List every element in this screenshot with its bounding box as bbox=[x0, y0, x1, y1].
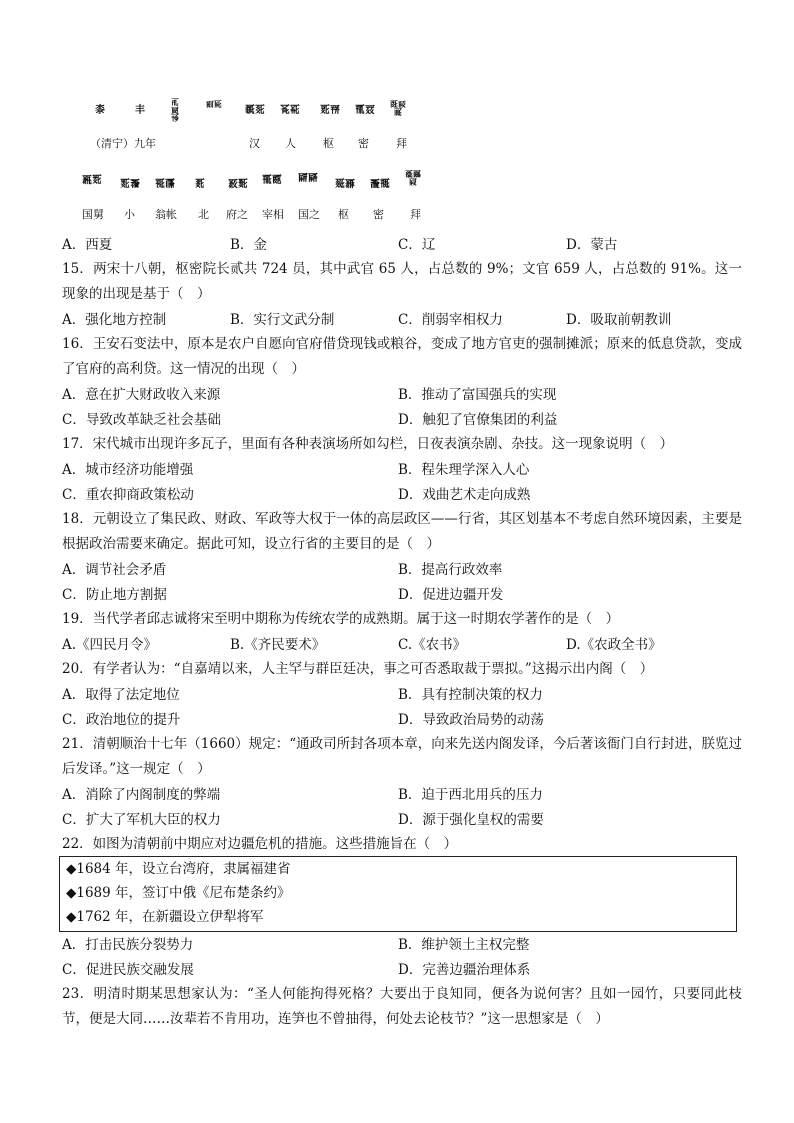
option-d: D．触犯了官僚集团的利益 bbox=[398, 412, 558, 428]
option-b: B．维护领土主权完整 bbox=[398, 937, 530, 953]
translation-text: （清宁）九年 bbox=[90, 137, 156, 150]
translation-text: 宰相 bbox=[262, 208, 284, 221]
translation-text: 枢 bbox=[338, 208, 349, 221]
option-b: B．具有控制决策的权力 bbox=[398, 687, 543, 703]
option-a: A．打击民族分裂势力 bbox=[62, 937, 194, 953]
measure-item: ◆1762 年，在新疆设立伊犁将军 bbox=[66, 909, 264, 925]
option-c: C.《农书》 bbox=[398, 637, 467, 653]
inscription-glyph: 桼 bbox=[95, 105, 105, 116]
translation-text: 人 bbox=[285, 137, 296, 150]
inscription-glyph: 𗀝𗀞 bbox=[335, 179, 355, 190]
inscription-glyph: 𗀋𗀌 bbox=[355, 105, 375, 116]
option-b: B．程朱理学深入人心 bbox=[398, 462, 530, 478]
option-b: B．实行文武分制 bbox=[230, 312, 335, 328]
translation-text: 枢 bbox=[323, 137, 334, 150]
translation-text: 国之 bbox=[298, 208, 320, 221]
inscription-glyph: 𗀗𗀘 bbox=[228, 179, 248, 190]
translation-text: 国舅 bbox=[82, 208, 104, 221]
option-c: C．扩大了军机大臣的权力 bbox=[62, 812, 221, 828]
option-a: A．意在扩大财政收入来源 bbox=[62, 387, 221, 403]
option-d: D．完善边疆治理体系 bbox=[398, 962, 531, 978]
measure-item: ◆1684 年，设立台湾府，隶属福建省 bbox=[66, 861, 291, 877]
question-19: 19．当代学者邱志诚将宋至明中期称为传统农学的成熟期。属于这一时期农学著作的是（ ） bbox=[62, 611, 620, 627]
question-15: 15．两宋十八朝，枢密院长贰共 724 员，其中武官 65 人，占总数的 9%；文官 659 人，占总数的 91%。这一现象的出现是基于（ ） bbox=[62, 261, 742, 302]
option-c: C．政治地位的提升 bbox=[62, 712, 181, 728]
option-c: C．导致改革缺乏社会基础 bbox=[62, 412, 221, 428]
inscription-glyph: 𗀔𗀕 bbox=[155, 179, 175, 190]
question-22: 22．如图为清朝前中期应对边疆危机的措施。这些措施旨在（ ） bbox=[62, 836, 458, 852]
option-c: C．防止地方割据 bbox=[62, 587, 167, 603]
question-17: 17．宋代城市出现许多瓦子，里面有各种表演场所如勾栏，日夜表演杂剧、杂技。这一现象说明（ ） bbox=[62, 436, 674, 452]
inscription-glyph: 𗀍𗀎𗀏 bbox=[390, 99, 406, 117]
inscription-glyph: 𗀖 bbox=[195, 179, 205, 190]
option-d: D．戏曲艺术走向成熟 bbox=[398, 487, 531, 503]
inscription-glyph: 𗀒𗀓 bbox=[120, 179, 140, 190]
translation-text: 小 bbox=[124, 208, 135, 221]
question-16: 16．王安石变法中，原本是农户自愿向官府借贷现钱或粮谷，变成了地方官吏的强制摊派；原来的低息贷款，变成了官府的高利贷。这一情况的出现（ ） bbox=[62, 336, 742, 377]
inscription-glyph: 丰 bbox=[135, 105, 145, 116]
inscription-glyph: 𗀅𗀆 bbox=[245, 105, 265, 116]
option-d: D.《农政全书》 bbox=[566, 637, 662, 653]
translation-text: 北 bbox=[198, 208, 209, 221]
option-b: B．推动了富国强兵的实现 bbox=[398, 387, 557, 403]
option-b: B.《齐民要术》 bbox=[230, 637, 326, 653]
question-20: 20．有学者认为：“自嘉靖以来，人主罕与群臣廷决，事之可否悉取裁于票拟。”这揭示出内阁（ ） bbox=[62, 661, 654, 677]
inscription-glyph: 𗀟𗀠 bbox=[370, 179, 390, 190]
option-d: D．促进边疆开发 bbox=[398, 587, 504, 603]
option-c: C．辽 bbox=[398, 237, 436, 253]
inscription-glyph: 𗀡𗀢𗀣 bbox=[405, 169, 421, 187]
option-a: A．强化地方控制 bbox=[62, 312, 167, 328]
option-c: C．促进民族交融发展 bbox=[62, 962, 194, 978]
option-a: A.《四民月令》 bbox=[62, 637, 158, 653]
translation-text: 汉 bbox=[249, 137, 260, 150]
inscription-glyph: 𗀃𗀄 bbox=[206, 99, 222, 109]
measure-item: ◆1689 年，签订中俄《尼布楚条约》 bbox=[66, 885, 291, 901]
translation-text: 府之 bbox=[226, 208, 248, 221]
inscription-glyph: 𗀛𗀜 bbox=[298, 173, 318, 184]
option-a: A．调节社会矛盾 bbox=[62, 562, 167, 578]
translation-text: 密 bbox=[373, 208, 384, 221]
question-23: 23．明清时期某思想家认为：“圣人何能拘得死格？大要出于良知同，便各为说何害？且如一园竹，只要同此枝节，便是大同……汝辈若不肯用功，连笋也不曾抽得，何处去论枝节？”这一思想家是（ ） bbox=[62, 986, 742, 1027]
inscription-glyph: 𗀇𗀈 bbox=[280, 105, 300, 116]
inscription-glyph: 𗀙𗀚 bbox=[262, 175, 282, 186]
translation-text: 拜 bbox=[396, 137, 407, 150]
option-d: D．源于强化皇权的需要 bbox=[398, 812, 544, 828]
translation-text: 密 bbox=[358, 137, 369, 150]
option-d: D．蒙古 bbox=[566, 237, 618, 253]
translation-text: 翁帐 bbox=[155, 208, 177, 221]
option-d: D．吸取前朝教训 bbox=[566, 312, 672, 328]
option-b: B．金 bbox=[230, 237, 267, 253]
option-d: D．导致政治局势的动荡 bbox=[398, 712, 544, 728]
option-a: A．取得了法定地位 bbox=[62, 687, 180, 703]
option-b: B．迫于西北用兵的压力 bbox=[398, 787, 543, 803]
question-21: 21．清朝顺治十七年（1660）规定：“通政司所封各项本章，向来先送内阁发译，今后著该衙门自行封进，朕览过后发译。”这一规定（ ） bbox=[62, 736, 742, 777]
option-a: A．消除了内阁制度的弊端 bbox=[62, 787, 221, 803]
option-a: A．城市经济功能增强 bbox=[62, 462, 194, 478]
option-a: A．西夏 bbox=[62, 237, 113, 253]
option-c: C．重农抑商政策松动 bbox=[62, 487, 194, 503]
inscription-glyph: 𗀉𗀊 bbox=[320, 105, 340, 116]
measures-box bbox=[59, 856, 737, 932]
inscription-glyph: 𗀐𗀑 bbox=[82, 175, 102, 186]
translation-text: 拜 bbox=[410, 208, 421, 221]
inscription-glyph: 𗀀𗀁𗀂 bbox=[171, 97, 179, 123]
option-b: B．提高行政效率 bbox=[398, 562, 503, 578]
question-18: 18．元朝设立了集民政、财政、军政等大权于一体的高层政区——行省，其区划基本不考虑自然环境因素，主要是根据政治需要来确定。据此可知，设立行省的主要目的是（ ） bbox=[62, 511, 742, 552]
option-c: C．削弱宰相权力 bbox=[398, 312, 503, 328]
